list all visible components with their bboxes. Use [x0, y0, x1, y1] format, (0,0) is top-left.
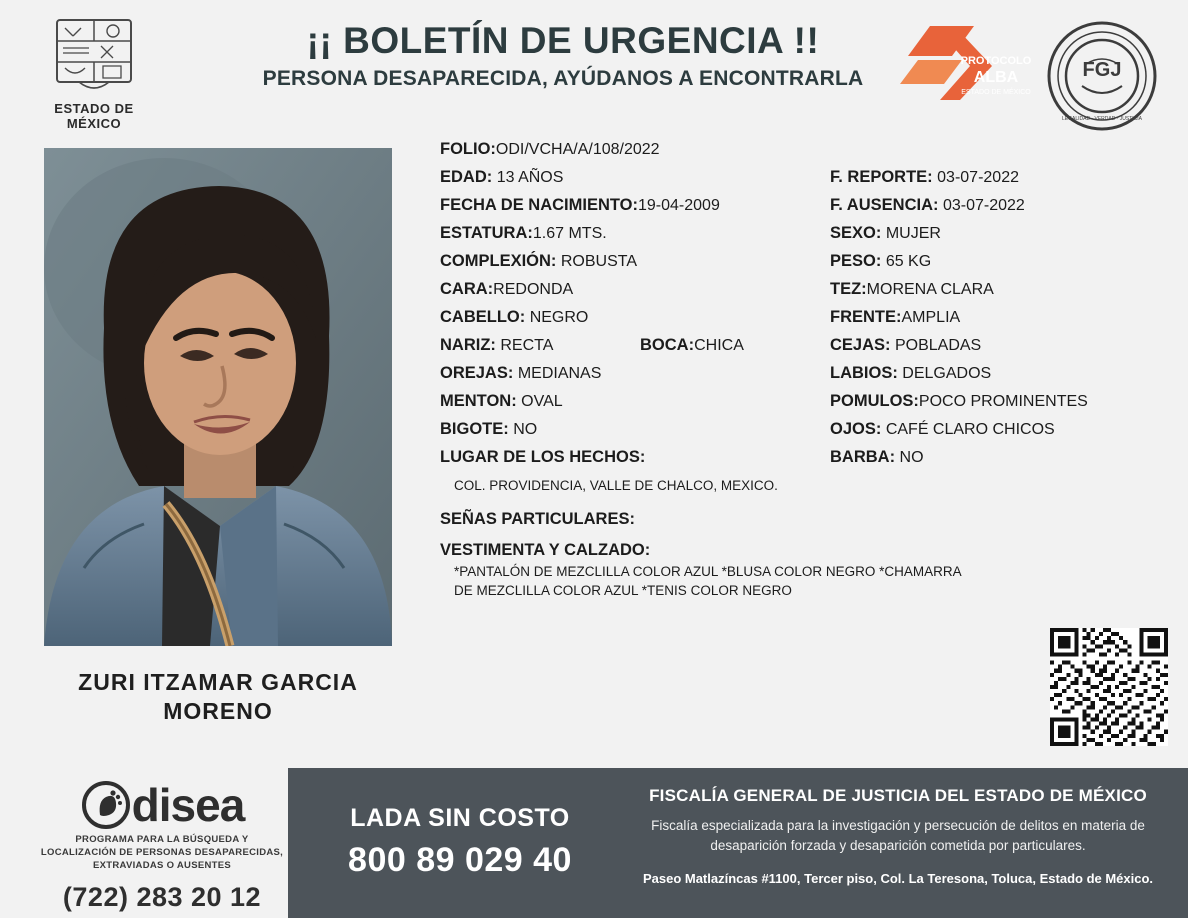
fgj-description: Fiscalía especializada para la investigación y persecución de delitos en materia de desaparición forzada y desaparición cometida por particulares.	[651, 818, 1145, 854]
field-senas-particulares	[440, 510, 1160, 529]
field-cara-label: CARA:	[440, 280, 494, 298]
field-cejas-label: CEJAS:	[830, 336, 891, 354]
field-estatura-label: ESTATURA:	[440, 224, 533, 242]
field-folio-label: FOLIO:	[440, 140, 496, 158]
field-frente-value: AMPLIA	[901, 309, 961, 326]
fgj-logo	[1046, 20, 1158, 132]
qr-code[interactable]	[1050, 628, 1168, 746]
field-edad-value: 13 AÑOS	[496, 169, 564, 186]
field-fecha-nacimiento-value: 19-04-2009	[638, 197, 720, 214]
page-title: ¡¡ BOLETÍN DE URGENCIA !!	[306, 20, 820, 61]
lada-label: LADA SIN COSTO	[350, 804, 570, 832]
field-nariz-value: RECTA	[500, 337, 554, 354]
field-nariz-boca	[440, 336, 830, 355]
field-lugar-hechos-value: COL. PROVIDENCIA, VALLE DE CHALCO, MEXICO.	[454, 478, 778, 493]
field-vestimenta	[440, 541, 1160, 601]
header	[0, 0, 1188, 132]
field-edad	[440, 168, 830, 187]
lada-number[interactable]: 800 89 029 40	[348, 841, 572, 879]
field-row-menton	[440, 392, 1160, 411]
field-estatura	[440, 224, 830, 243]
field-cejas-value: POBLADAS	[894, 337, 982, 354]
field-cabello-value: NEGRO	[529, 309, 589, 326]
field-barba-value: NO	[899, 449, 924, 466]
field-bigote-label: BIGOTE:	[440, 420, 509, 438]
field-row-lugar	[440, 448, 1160, 467]
field-frente	[830, 308, 1160, 327]
field-boca	[640, 336, 744, 355]
state-emblem-label: ESTADO DE MÉXICO	[54, 101, 134, 131]
field-f-reporte	[830, 168, 1160, 187]
protocolo-alba-logo	[900, 22, 1036, 112]
fgj-title: FISCALÍA GENERAL DE JUSTICIA DEL ESTADO DE MÉXICO	[649, 786, 1147, 805]
field-labios-value: DELGADOS	[902, 365, 992, 382]
field-tez	[830, 280, 1160, 299]
field-labios	[830, 364, 1160, 383]
lada-block	[310, 804, 610, 880]
field-complexion-label: COMPLEXIÓN:	[440, 252, 557, 270]
field-fecha-nacimiento	[440, 196, 830, 215]
field-orejas-label: OREJAS:	[440, 364, 514, 382]
field-complexion-value: ROBUSTA	[560, 253, 638, 270]
field-bigote	[440, 420, 830, 439]
field-row-cara	[440, 280, 1160, 299]
svg-text:PROTOCOLO: PROTOCOLO	[960, 55, 1032, 67]
field-labios-label: LABIOS:	[830, 364, 898, 382]
field-fecha-nacimiento-label: FECHA DE NACIMIENTO:	[440, 196, 638, 214]
state-emblem-icon	[51, 16, 137, 92]
field-menton-label: MENTON:	[440, 392, 517, 410]
odisea-subtitle: PROGRAMA PARA LA BÚSQUEDA Y LOCALIZACIÓN DE PERSONAS DESAPARECIDAS, EXTRAVIADAS O AUSENTES	[40, 834, 284, 871]
field-row-complexion	[440, 252, 1160, 271]
field-row-edad	[440, 168, 1160, 187]
field-ojos-label: OJOS:	[830, 420, 882, 438]
field-menton	[440, 392, 830, 411]
field-estatura-value: 1.67 MTS.	[532, 225, 607, 242]
field-edad-label: EDAD:	[440, 168, 493, 186]
field-vestimenta-value: *PANTALÓN DE MEZCLILLA COLOR AZUL *BLUSA COLOR NEGRO *CHAMARRA DE MEZCLILLA COLOR AZUL *TENIS COLOR NEGRO	[454, 563, 961, 599]
svg-text:ESTADO DE MÉXICO: ESTADO DE MÉXICO	[961, 89, 1031, 96]
field-lugar-hechos	[440, 448, 830, 467]
field-tez-label: TEZ:	[830, 280, 867, 298]
field-ojos	[830, 420, 1160, 439]
header-titles	[238, 22, 888, 91]
page-subtitle: PERSONA DESAPARECIDA, AYÚDANOS A ENCONTRARLA	[262, 66, 864, 90]
odisea-logo	[38, 778, 286, 832]
field-pomulos-value: POCO PROMINENTES	[918, 393, 1088, 410]
field-cara	[440, 280, 830, 299]
field-nariz	[440, 336, 640, 355]
fgj-address: Paseo Matlazíncas #1100, Tercer piso, Col. La Teresona, Toluca, Estado de México.	[642, 870, 1154, 886]
field-barba-label: BARBA:	[830, 448, 896, 466]
field-f-ausencia-value: 03-07-2022	[942, 197, 1025, 214]
field-row-orejas	[440, 364, 1160, 383]
field-folio	[440, 140, 830, 159]
person-name: ZURI ITZAMAR GARCIA MORENO	[78, 669, 358, 724]
field-row-estatura	[440, 224, 1160, 243]
photo-block	[44, 148, 392, 726]
field-f-ausencia-label: F. AUSENCIA:	[830, 196, 939, 214]
field-bigote-value: NO	[513, 421, 538, 438]
state-emblem	[28, 16, 160, 131]
field-f-reporte-label: F. REPORTE:	[830, 168, 933, 186]
field-orejas-value: MEDIANAS	[517, 365, 602, 382]
footer	[0, 768, 1188, 918]
field-peso	[830, 252, 1160, 271]
field-barba	[830, 448, 1160, 467]
field-peso-value: 65 KG	[885, 253, 932, 270]
field-f-ausencia	[830, 196, 1160, 215]
field-pomulos	[830, 392, 1160, 411]
field-vestimenta-label: VESTIMENTA Y CALZADO:	[440, 540, 651, 559]
odisea-phone[interactable]: (722) 283 20 12	[62, 882, 262, 913]
field-menton-value: OVAL	[521, 393, 563, 410]
field-tez-value: MORENA CLARA	[866, 281, 994, 298]
field-sexo-label: SEXO:	[830, 224, 882, 242]
field-complexion	[440, 252, 830, 271]
field-ojos-value: CAFÉ CLARO CHICOS	[885, 421, 1055, 438]
field-boca-label: BOCA:	[640, 336, 695, 354]
field-cabello	[440, 308, 830, 327]
field-orejas	[440, 364, 830, 383]
field-row-bigote	[440, 420, 1160, 439]
svg-text:LEGALIDAD · VERDAD · JUSTICIA: LEGALIDAD · VERDAD · JUSTICIA	[1061, 116, 1143, 122]
person-photo	[44, 148, 392, 646]
field-sexo-value: MUJER	[885, 225, 941, 242]
field-boca-value: CHICA	[694, 337, 744, 354]
field-row-folio	[440, 140, 1160, 159]
field-folio-value: ODI/VCHA/A/108/2022	[495, 141, 660, 158]
field-peso-label: PESO:	[830, 252, 882, 270]
field-cejas	[830, 336, 1160, 355]
svg-text:ALBA: ALBA	[973, 69, 1019, 86]
person-photo-image	[44, 148, 392, 646]
field-row-nacimiento	[440, 196, 1160, 215]
field-row-nariz	[440, 336, 1160, 355]
field-pomulos-label: POMULOS:	[830, 392, 919, 410]
fgj-info-block	[618, 786, 1178, 888]
details-panel	[440, 140, 1160, 610]
odisea-footprint-icon	[80, 781, 132, 829]
field-sexo	[830, 224, 1160, 243]
field-frente-label: FRENTE:	[830, 308, 902, 326]
svg-text:FGJ: FGJ	[1082, 59, 1122, 81]
field-f-reporte-value: 03-07-2022	[937, 169, 1019, 186]
odisea-title-text: disea	[131, 779, 245, 831]
field-lugar-hechos-value-block	[440, 476, 1160, 496]
field-senas-particulares-label: SEÑAS PARTICULARES:	[440, 509, 635, 528]
odisea-block	[38, 778, 286, 913]
field-lugar-hechos-label: LUGAR DE LOS HECHOS:	[440, 448, 646, 466]
field-cara-value: REDONDA	[493, 281, 574, 298]
field-nariz-label: NARIZ:	[440, 336, 496, 354]
footer-dark-band	[288, 768, 1188, 918]
field-row-cabello	[440, 308, 1160, 327]
field-cabello-label: CABELLO:	[440, 308, 526, 326]
